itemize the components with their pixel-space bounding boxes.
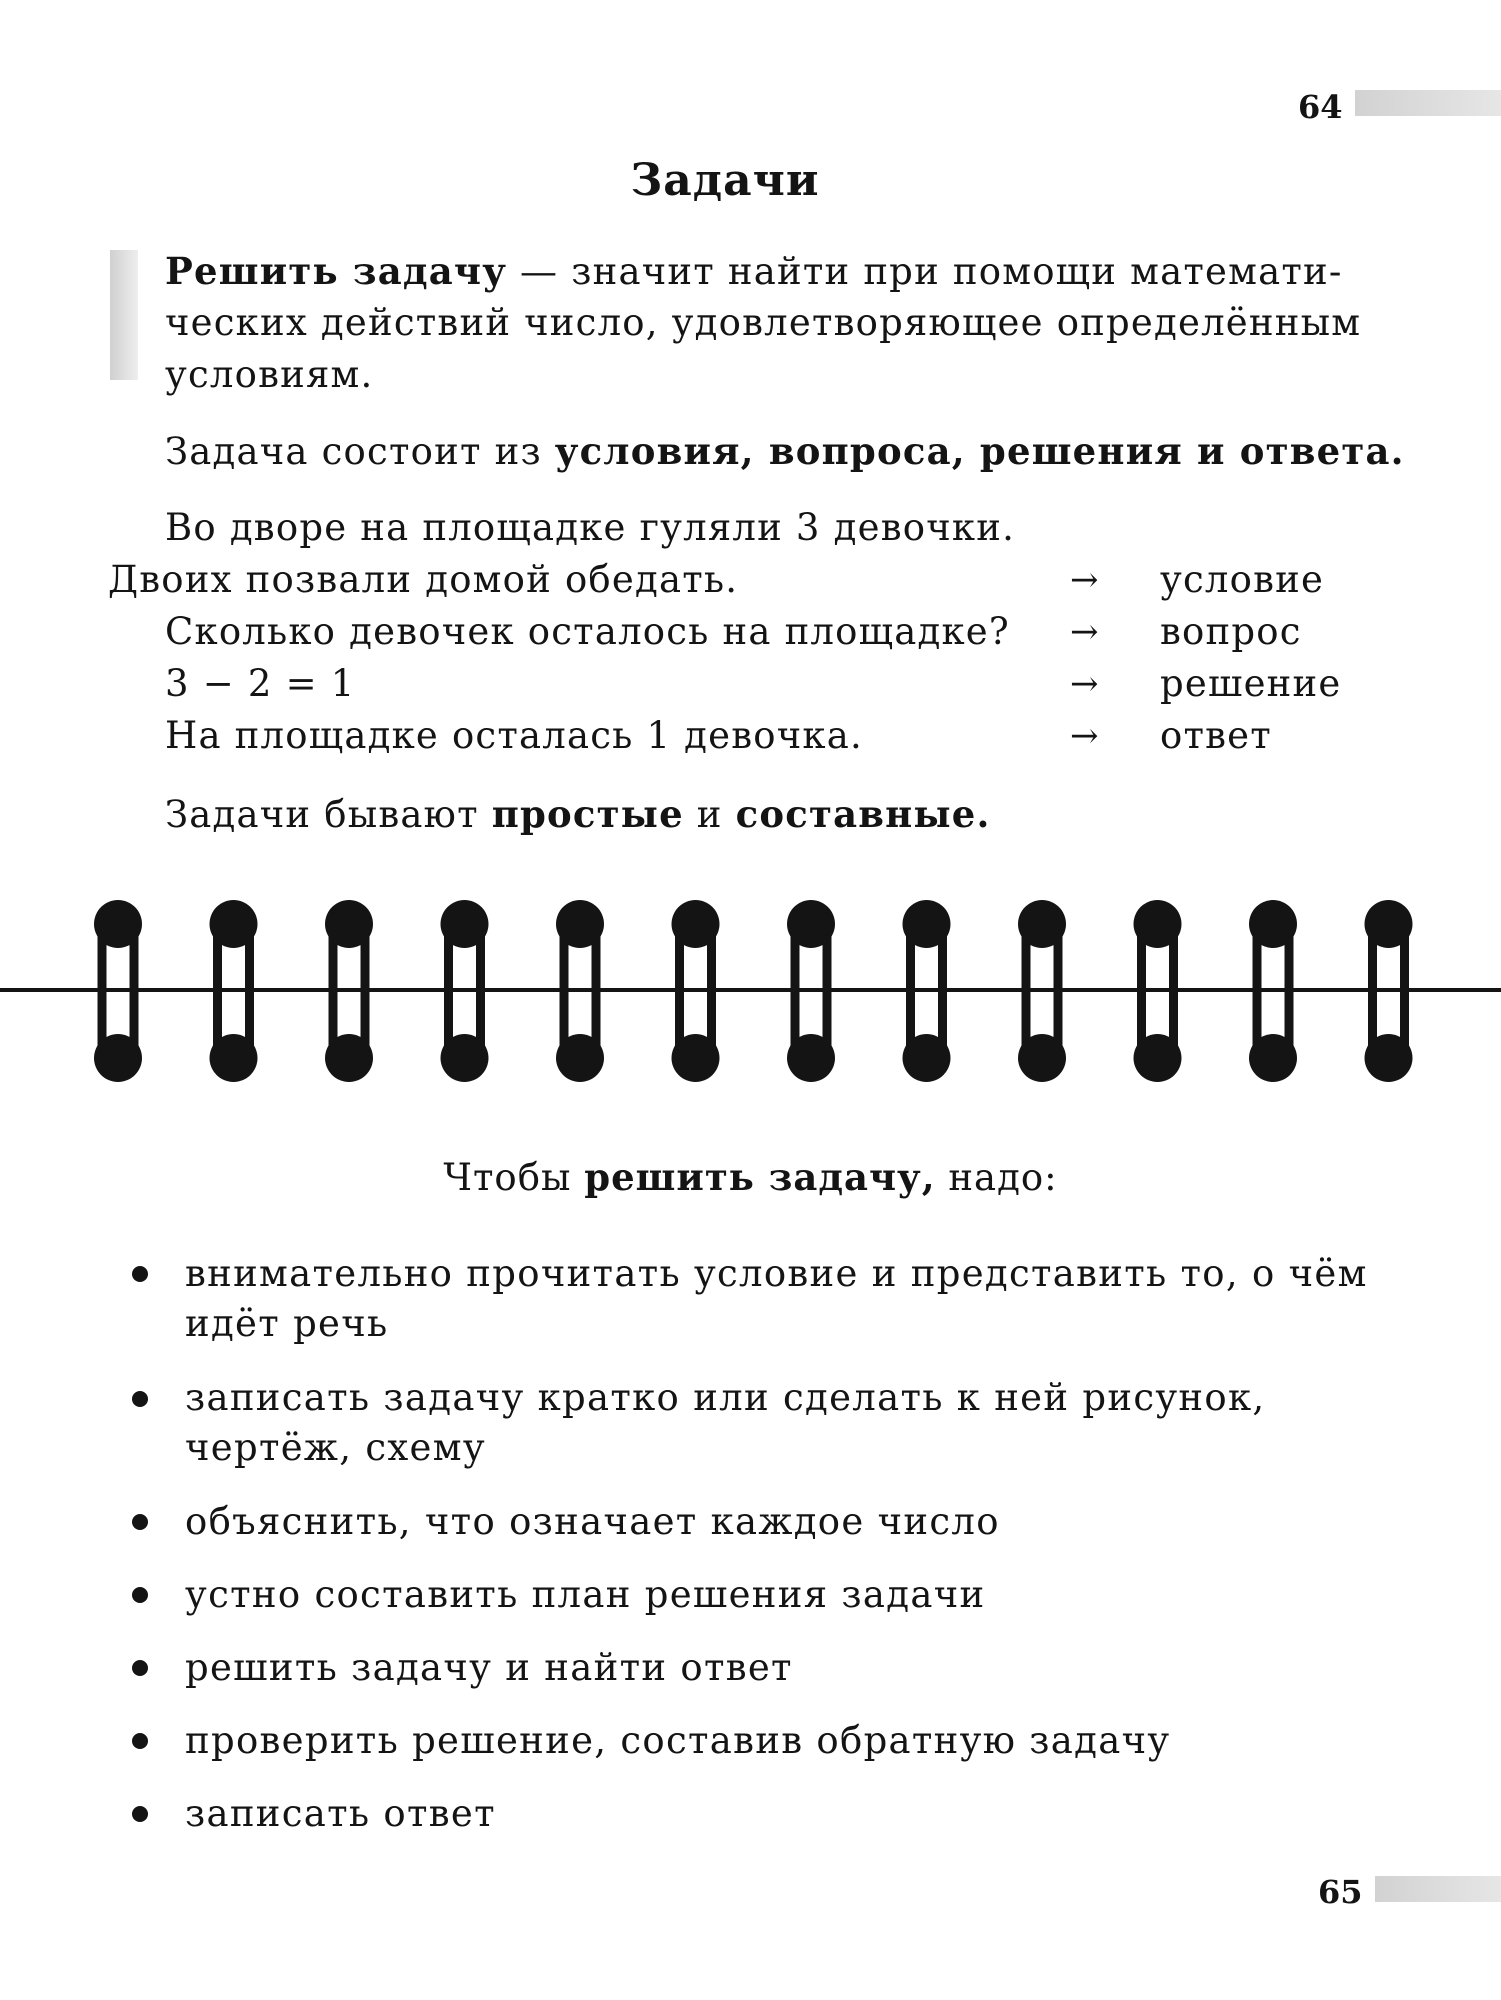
- step-4: устно составить план решения задачи: [185, 1573, 986, 1616]
- example-line-5: На площадке осталась 1 девочка.: [165, 714, 863, 757]
- bullet-icon: [132, 1660, 148, 1676]
- types-compound: составные.: [735, 792, 991, 836]
- composition-prefix: Задача состоит из: [165, 430, 555, 473]
- label-answer: ответ: [1160, 714, 1272, 757]
- label-question: вопрос: [1160, 610, 1302, 653]
- steps-title-bold: решить задачу,: [584, 1155, 936, 1199]
- composition-parts: условия, вопроса, решения и ответа.: [554, 429, 1405, 473]
- page-number-top: 64: [1298, 88, 1343, 126]
- definition-line-1-rest: — значит найти при помощи математи-: [507, 250, 1343, 293]
- types-sentence: [165, 788, 991, 841]
- definition-line-2: ческих действий число, удовлетворяющее определённым: [165, 301, 1362, 344]
- steps-title: [0, 1155, 1501, 1199]
- step-2-line-2: чертёж, схему: [185, 1426, 486, 1469]
- bullet-icon: [132, 1587, 148, 1603]
- label-solution: решение: [1160, 662, 1342, 705]
- arrow-icon: →: [1070, 612, 1099, 652]
- page-title: Задачи: [630, 155, 820, 206]
- example-line-2: Двоих позвали домой обедать.: [108, 558, 739, 601]
- arrow-icon: →: [1070, 716, 1099, 756]
- arrow-icon: →: [1070, 560, 1099, 600]
- bullet-icon: [132, 1266, 148, 1282]
- steps-title-prefix: Чтобы: [443, 1156, 585, 1199]
- example-line-4: 3 − 2 = 1: [165, 662, 356, 705]
- label-condition: условие: [1160, 558, 1325, 601]
- step-3: объяснить, что означает каждое число: [185, 1500, 1000, 1543]
- page-bar-bottom: [1375, 1876, 1501, 1902]
- bullet-icon: [132, 1391, 148, 1407]
- example-line-3: Сколько девочек осталось на площадке?: [165, 610, 1010, 653]
- types-prefix: Задачи бывают: [165, 793, 492, 836]
- composition-sentence: [165, 425, 1405, 478]
- spiral-binding: [0, 890, 1501, 1100]
- steps-title-suffix: надо:: [935, 1156, 1058, 1199]
- types-simple: простые: [491, 792, 684, 836]
- example-line-1: Во дворе на площадке гуляли 3 девочки.: [165, 506, 1016, 549]
- bullet-icon: [132, 1514, 148, 1530]
- step-5: решить задачу и найти ответ: [185, 1646, 793, 1689]
- definition-marker-bar: [110, 250, 138, 380]
- page-number-bottom: 65: [1318, 1873, 1363, 1911]
- step-2-line-1: записать задачу кратко или сделать к ней рисунок,: [185, 1376, 1266, 1419]
- arrow-icon: →: [1070, 664, 1099, 704]
- bullet-icon: [132, 1733, 148, 1749]
- bullet-icon: [132, 1806, 148, 1822]
- types-middle: и: [683, 793, 736, 836]
- definition-line-3: условиям.: [165, 353, 374, 396]
- page-bar-top: [1355, 90, 1501, 116]
- definition-term: Решить задачу: [165, 249, 508, 293]
- step-7: записать ответ: [185, 1792, 496, 1835]
- definition-line-1: [165, 245, 1343, 298]
- step-1-line-2: идёт речь: [185, 1302, 389, 1345]
- step-1-line-1: внимательно прочитать условие и представить то, о чём: [185, 1252, 1368, 1295]
- step-6: проверить решение, составив обратную задачу: [185, 1719, 1171, 1762]
